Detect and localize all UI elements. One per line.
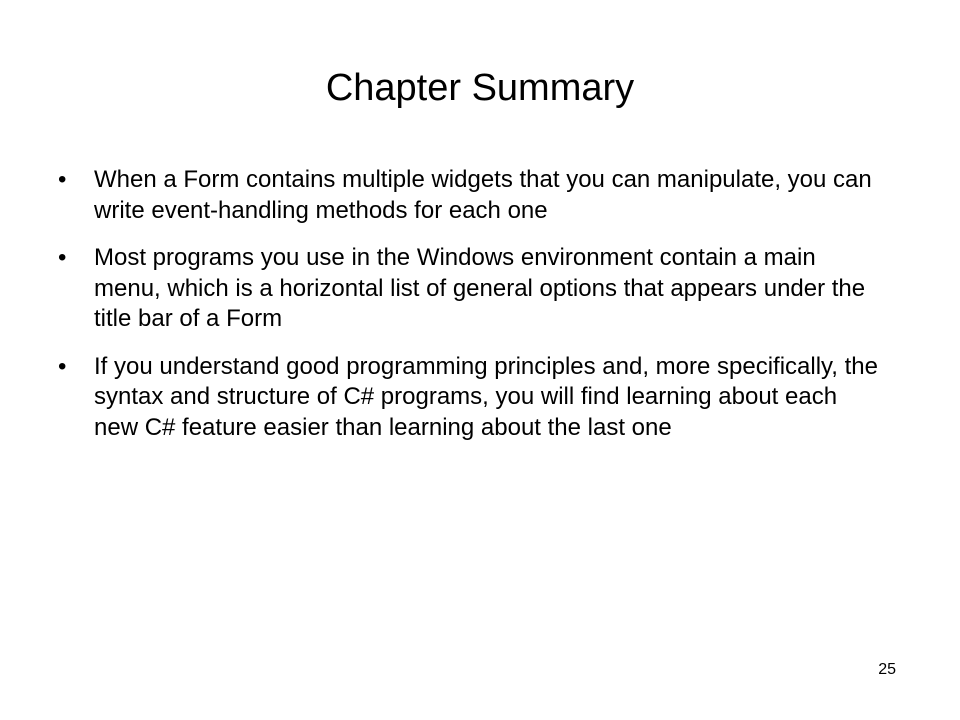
- page-number: 25: [878, 661, 896, 678]
- bullet-text: If you understand good programming principles and, more specifically, the syntax and structure of C# programs, you will find learning about each new C# feature easier than learning about the last one: [94, 352, 878, 441]
- bullet-icon: •: [58, 352, 67, 380]
- bullet-icon: •: [58, 166, 67, 193]
- bullet-item: [58, 243, 878, 335]
- bullet-text: When a Form contains multiple widgets that you can manipulate, you can write event-handling methods for each one: [94, 166, 872, 224]
- slide-title: Chapter Summary: [325, 67, 635, 109]
- bullet-list: [58, 165, 878, 460]
- bullet-icon: •: [58, 244, 67, 271]
- bullet-item: [58, 165, 878, 226]
- bullet-text: Most programs you use in the Windows environment contain a main menu, which is a horizontal list of general options that appears under the title bar of a Form: [94, 244, 866, 332]
- bullet-item: [58, 352, 878, 444]
